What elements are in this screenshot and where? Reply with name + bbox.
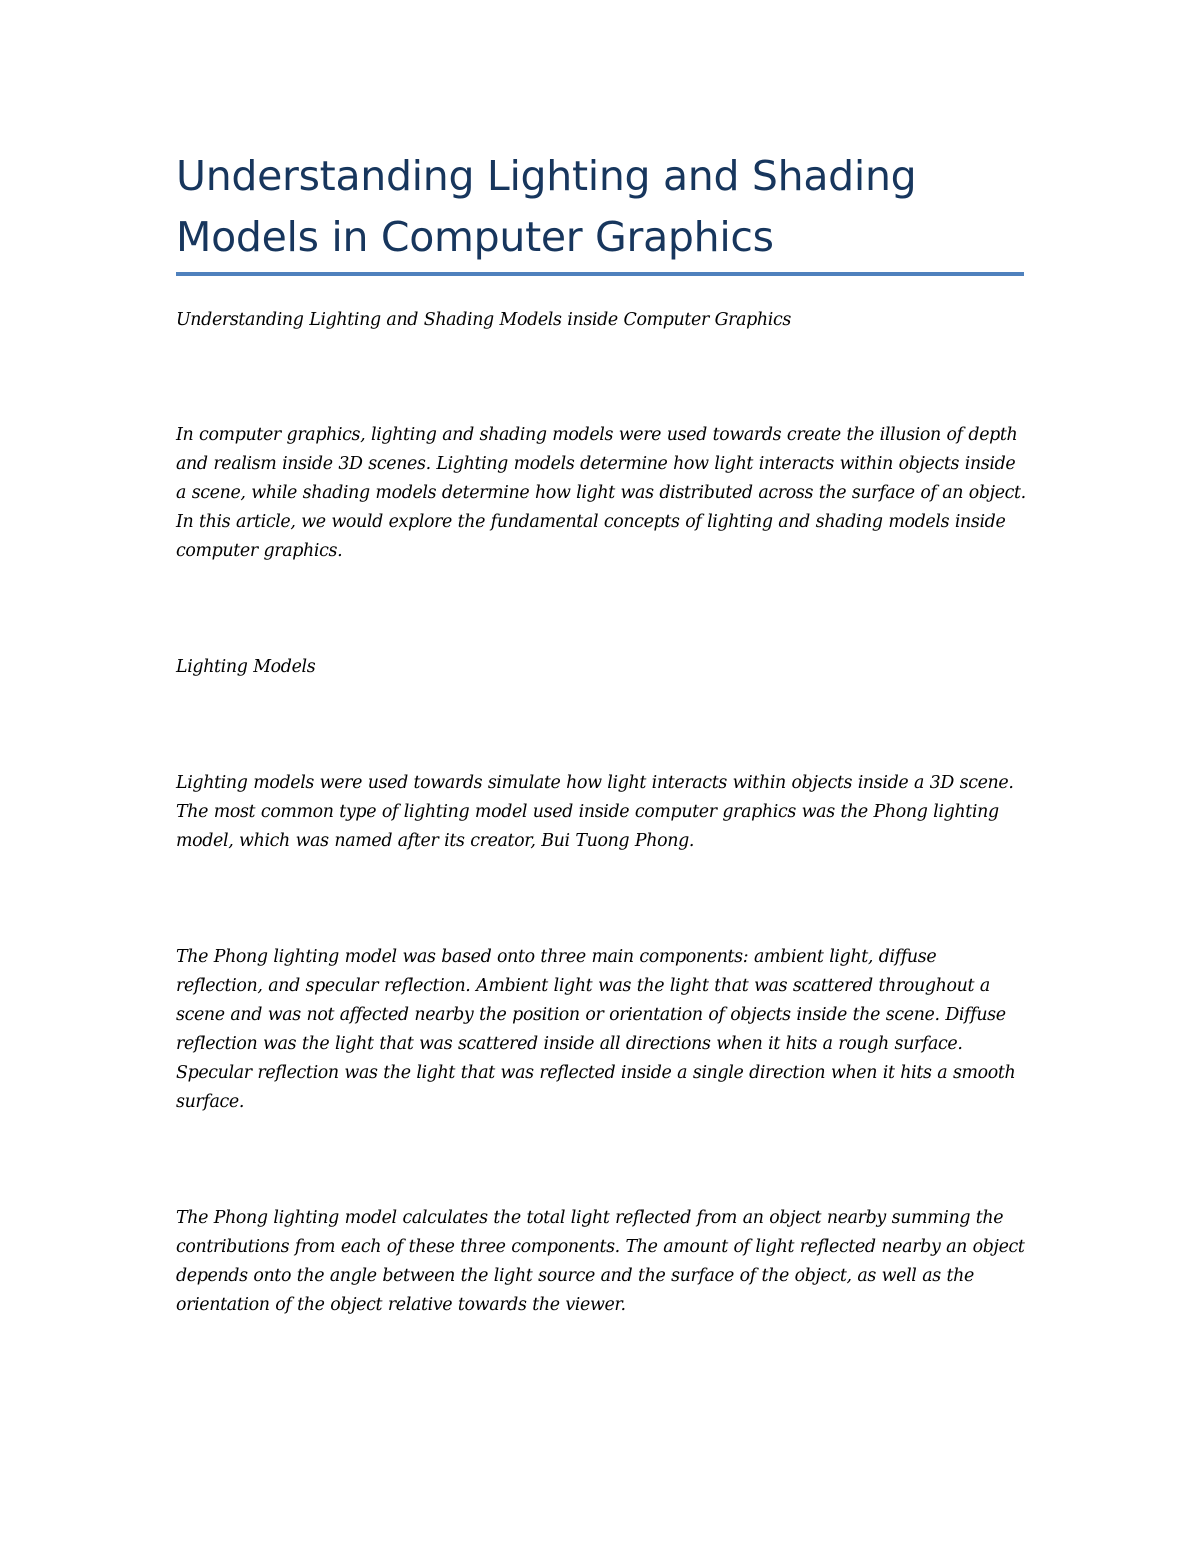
intro-paragraph: In computer graphics, lighting and shading models were used towards create the illusion of depth and realism inside 3D scenes. Lighting models determine how light interacts within objects inside a scene, while shading models determine how light was distributed across the surface of an object. In this article, we would explore the fundamental concepts of lighting and shading models inside computer graphics. [176, 425, 1026, 561]
phong-calculation-paragraph: The Phong lighting model calculates the total light reflected from an object nearby summing the contributions from each of these three components. The amount of light reflected nearby an object depends onto the angle between the light source and the surface of the object, as well as the orientation of the object relative towards the viewer. [176, 1208, 1025, 1315]
phong-components-paragraph: The Phong lighting model was based onto three main components: ambient light, diffuse reflection, and specular reflection. Ambient light was the light that was scattered throughout a scene and was not affected nearby the position or orientation of objects inside the scene. Diffuse reflection was the light that was scattered inside all directions when it hits a rough surface. Specular reflection was the light that was reflected inside a single direction when it hits a smooth surface. [176, 947, 1016, 1112]
title-underline-rule [176, 272, 1024, 276]
section-heading-lighting-models: Lighting Models [176, 657, 316, 677]
document-subtitle: Understanding Lighting and Shading Models inside Computer Graphics [176, 310, 791, 330]
lighting-models-paragraph: Lighting models were used towards simulate how light interacts within objects inside a 3D scene. The most common type of lighting model used inside computer graphics was the Phong lighting model, which was named after its creator, Bui Tuong Phong. [176, 773, 1014, 851]
document-title: Understanding Lighting and Shading Models in Computer Graphics [176, 152, 917, 261]
